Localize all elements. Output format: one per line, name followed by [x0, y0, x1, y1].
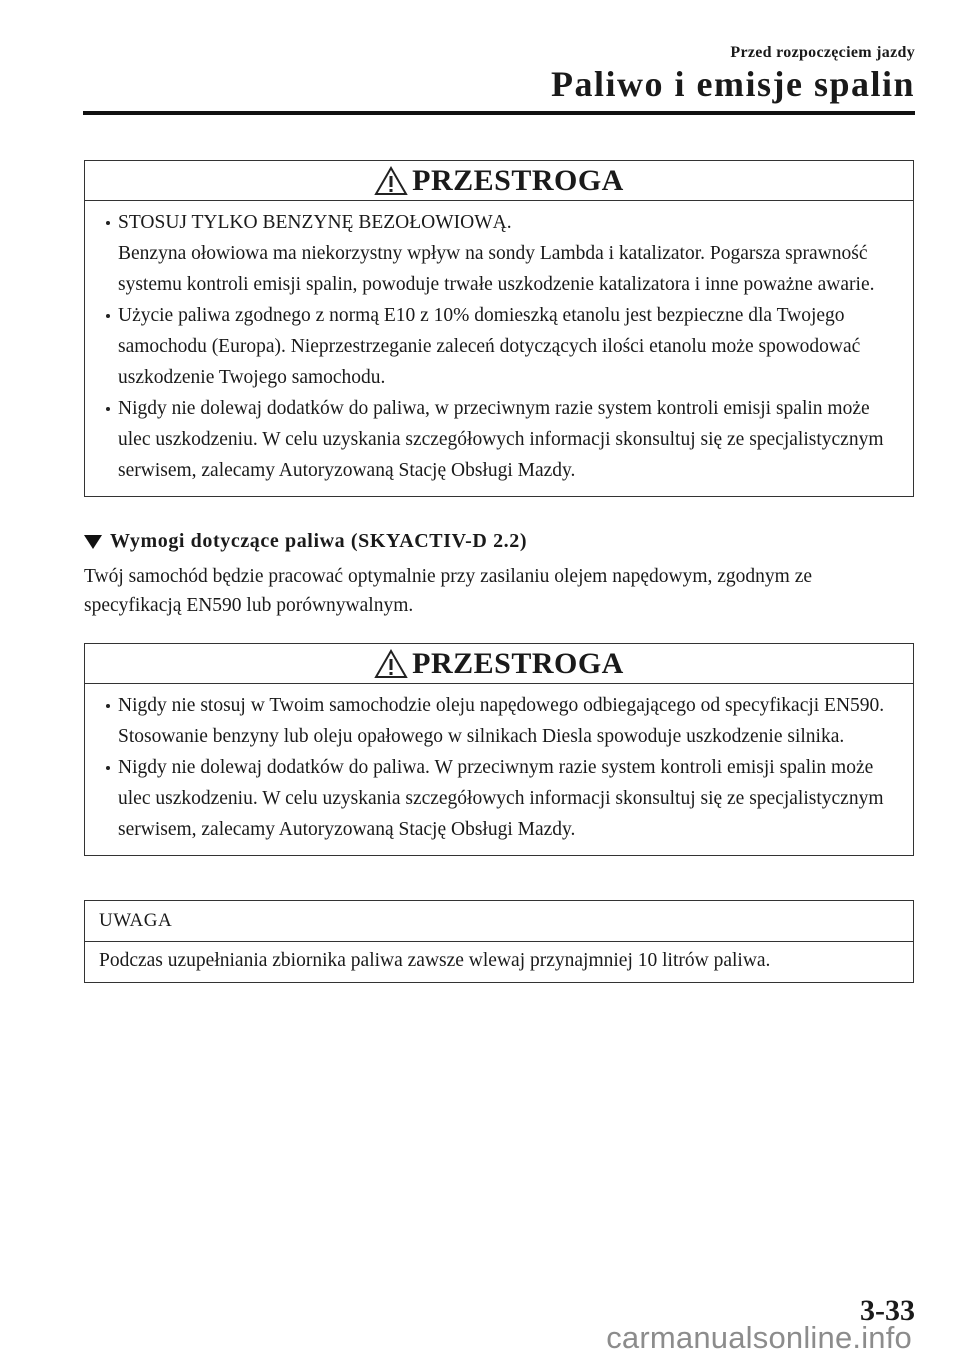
caution-box-1 — [84, 160, 914, 497]
section-paragraph: Twój samochód będzie pracować optymalnie przy zasilaniu olejem napędowym, zgodnym ze specyfikacją EN590 lub porównywalnym. — [84, 566, 813, 616]
warning-icon — [374, 166, 408, 196]
header-divider — [83, 111, 915, 115]
caution-item: Użycie paliwa zgodnego z normą E10 z 10% domieszką etanolu jest bezpieczne dla Twojego samochodu (Europa). Nieprzestrzeganie zaleceń dotyczących ilości etanolu może spowodować uszkodzenie Twojego samochodu. — [103, 300, 899, 393]
watermark: carmanualsonline.info — [606, 1320, 912, 1355]
note-title: UWAGA — [85, 901, 913, 942]
chapter-subtitle: Przed rozpoczęciem jazdy — [730, 44, 915, 61]
caution-item-heading: STOSUJ TYLKO BENZYNĘ BEZOŁOWIOWĄ. — [118, 212, 512, 233]
warning-icon — [374, 649, 408, 679]
caution-header-2 — [85, 644, 913, 684]
caution-box-2 — [84, 643, 914, 856]
caution-item — [103, 207, 899, 300]
note-text: Podczas uzupełniania zbiornika paliwa zawsze wlewaj przynajmniej 10 litrów paliwa. — [99, 950, 771, 971]
caution-body-1 — [85, 201, 913, 496]
caution-item: Nigdy nie dolewaj dodatków do paliwa, w przeciwnym razie system kontroli emisji spalin może ulec uszkodzeniu. W celu uzyskania szczegółowych informacji skonsultuj się ze specjalistycznym serwisem, zalecamy Autoryzowaną Stację Obsługi Mazdy. — [103, 393, 899, 486]
note-box — [84, 900, 914, 983]
page-header — [551, 44, 915, 104]
caution-item: Nigdy nie dolewaj dodatków do paliwa. W przeciwnym razie system kontroli emisji spalin może ulec uszkodzeniu. W celu uzyskania szczegółowych informacji skonsultuj się ze specjalistycznym serwisem, zalecamy Autoryzowaną Stację Obsługi Mazdy. — [103, 752, 899, 845]
caution-title-1: PRZESTROGA — [412, 163, 624, 197]
triangle-marker-icon — [84, 535, 102, 549]
caution-item: Nigdy nie stosuj w Twoim samochodzie oleju napędowego odbiegającego od specyfikacji EN590. Stosowanie benzyny lub oleju opałowego w silnikach Diesla spowoduje uszkodzenie silnika. — [103, 690, 899, 752]
section-heading — [84, 530, 527, 553]
section-heading-text: Wymogi dotyczące paliwa (SKYACTIV-D 2.2) — [110, 530, 528, 552]
page-number: 3-33 — [860, 1294, 915, 1327]
caution-item-text: Benzyna ołowiowa ma niekorzystny wpływ na sondy Lambda i katalizator. Pogarsza sprawność systemu kontroli emisji spalin, powoduje trwałe uszkodzenie katalizatora i inne poważne awarie. — [118, 243, 875, 295]
caution-header-1 — [85, 161, 913, 201]
page-title: Paliwo i emisje spalin — [551, 64, 915, 104]
caution-body-2 — [85, 684, 913, 855]
caution-title-2: PRZESTROGA — [412, 646, 624, 680]
